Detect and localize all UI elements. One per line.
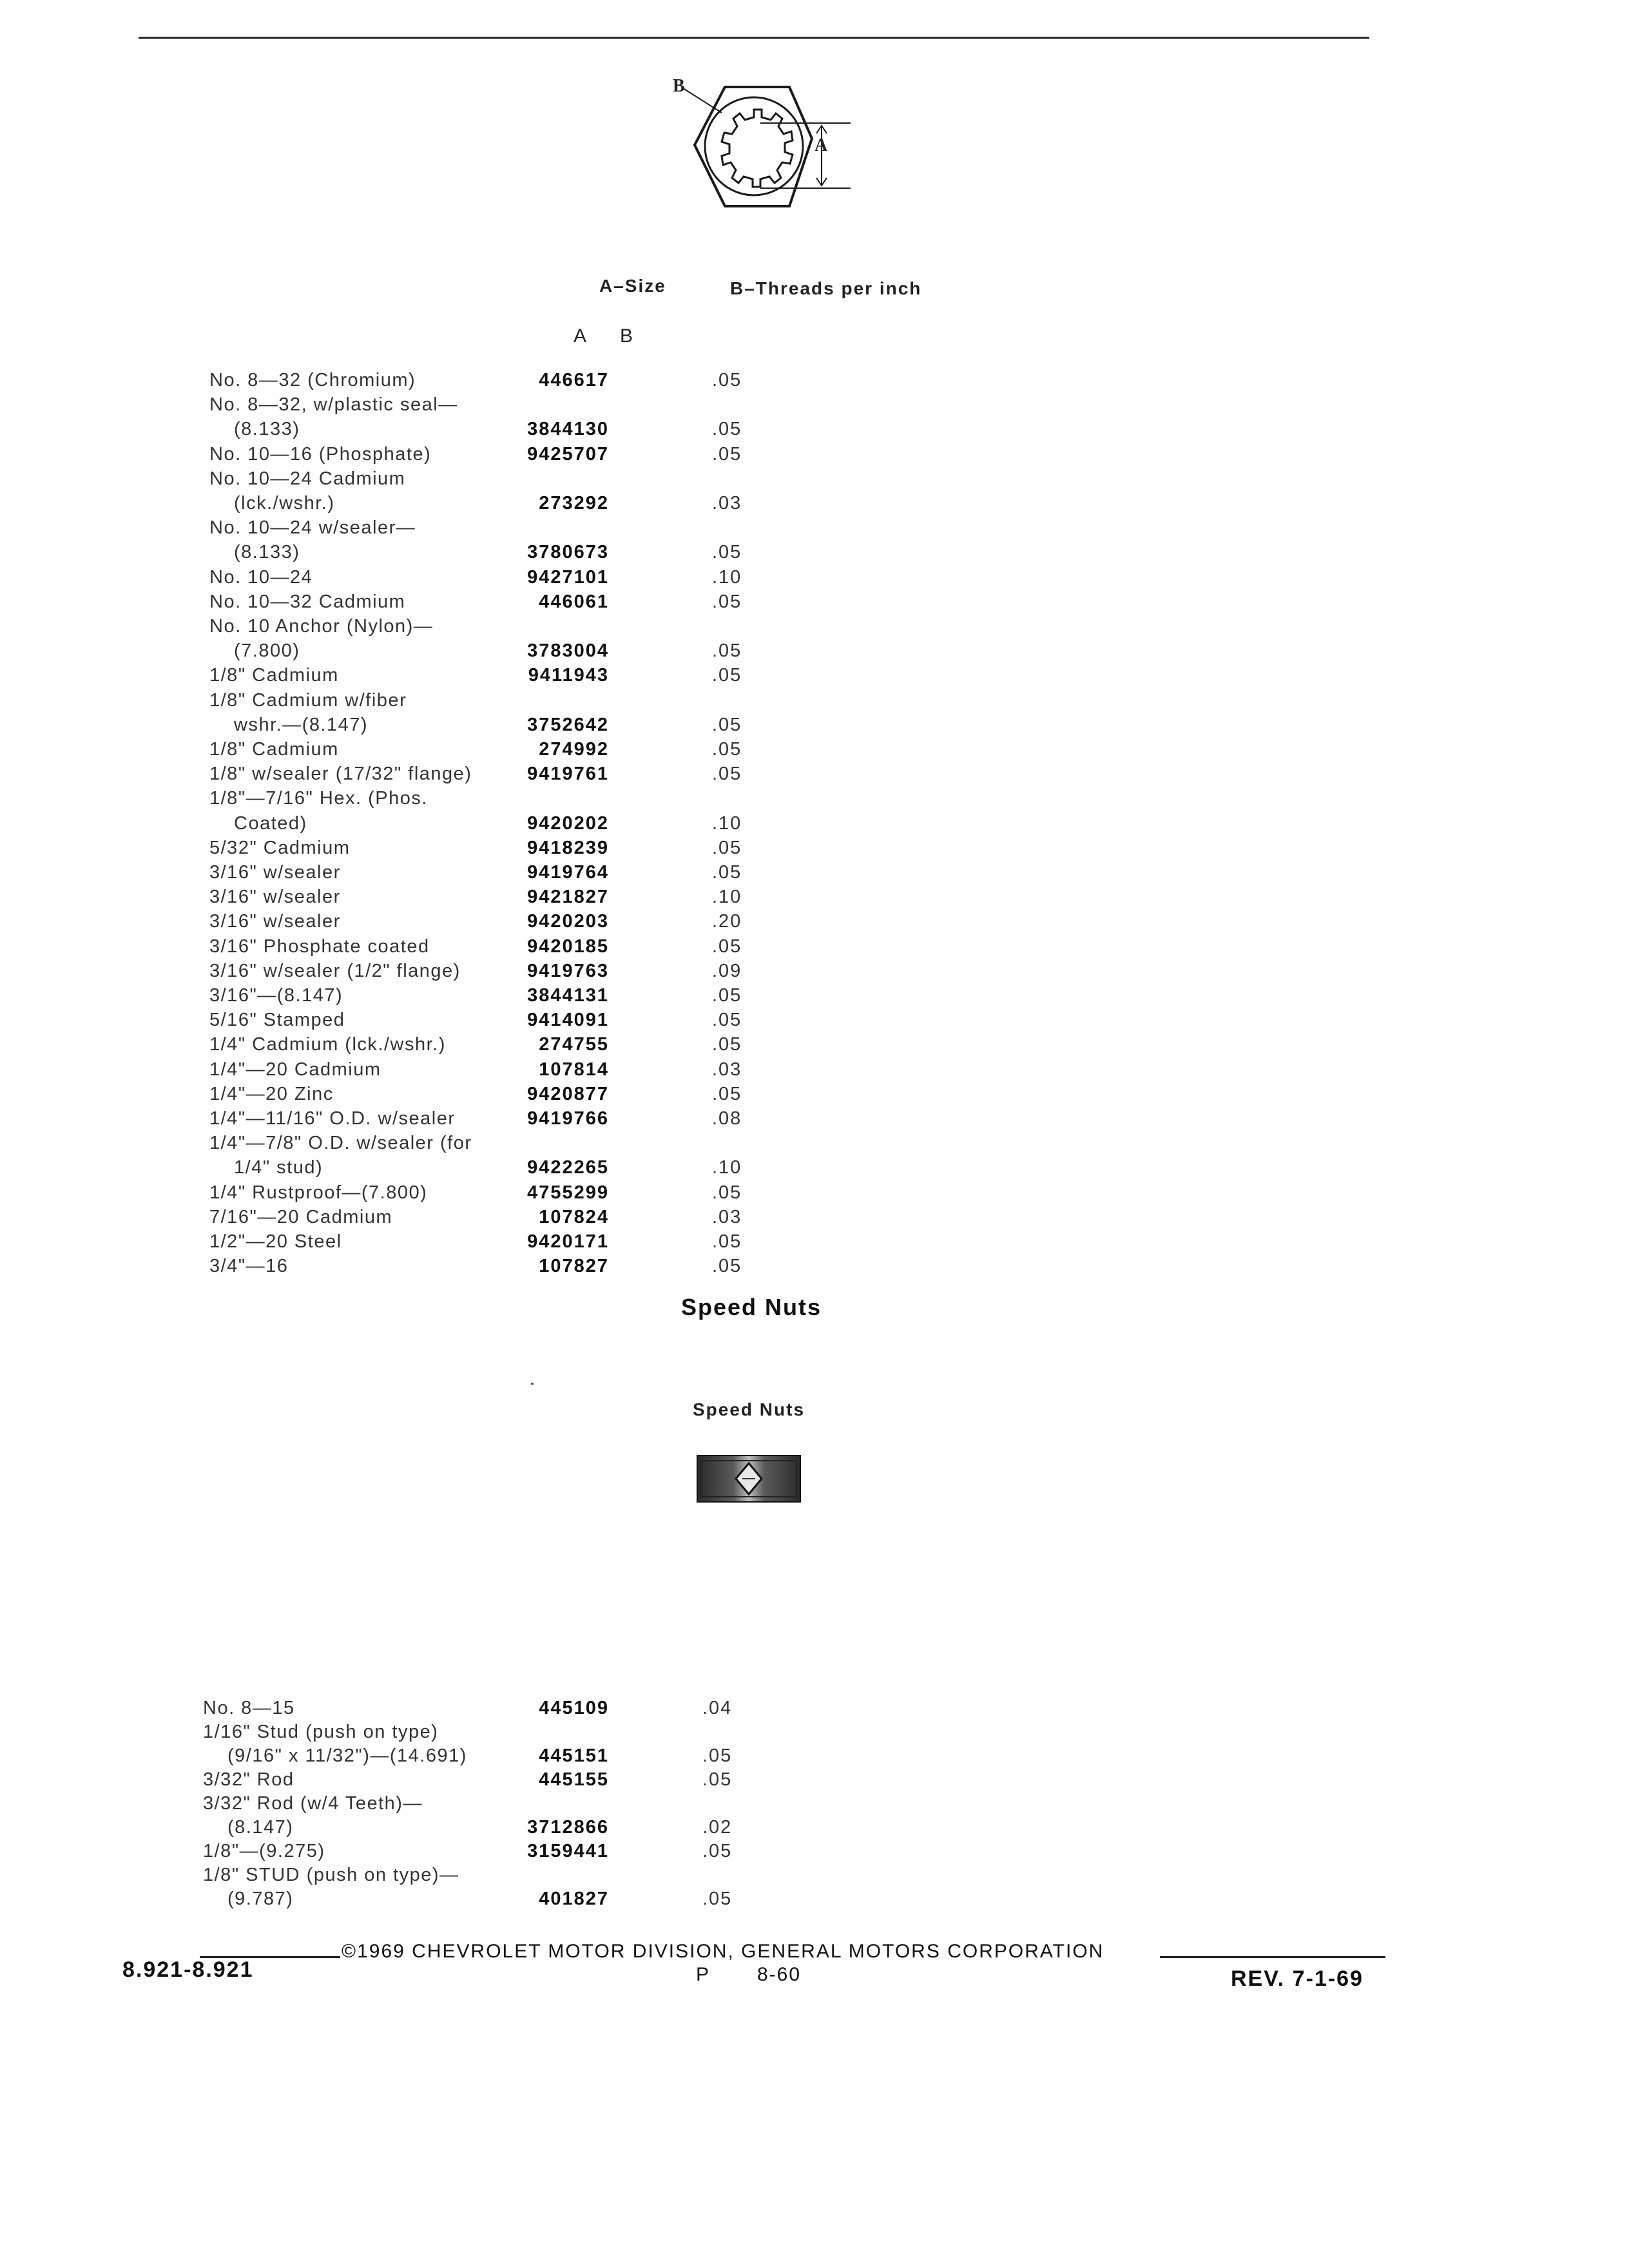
table-row <box>203 1887 783 1911</box>
thread-value: .05 <box>702 1888 733 1909</box>
table-row <box>209 959 789 983</box>
thread-value: .05 <box>712 1231 742 1252</box>
part-number: 446617 <box>539 370 609 390</box>
footer-page-prefix: P <box>696 1964 711 1985</box>
figure-label-b: B <box>673 76 686 96</box>
table-row <box>203 1815 783 1840</box>
table-row <box>209 1229 789 1254</box>
table-row <box>209 565 789 590</box>
table-row <box>209 983 789 1008</box>
table-row <box>209 590 789 614</box>
item-description: 1/2"—20 Steel <box>209 1231 342 1252</box>
table-row <box>209 515 789 540</box>
table-row <box>209 614 789 639</box>
part-number: 445151 <box>539 1745 609 1766</box>
thread-value: .03 <box>712 493 742 514</box>
column-head-b: B <box>620 325 635 347</box>
thread-value: .05 <box>712 1182 742 1203</box>
thread-value: .05 <box>712 542 742 563</box>
thread-value: .05 <box>712 640 742 662</box>
table-row <box>203 1791 783 1816</box>
thread-value: .20 <box>712 911 742 932</box>
part-number: 3783004 <box>527 640 609 662</box>
item-description: 1/8" STUD (push on type)— <box>203 1865 459 1885</box>
nuts-table <box>209 368 789 1283</box>
thread-value: .05 <box>712 1083 742 1104</box>
item-description: 1/8" w/sealer (17/32" flange) <box>209 764 472 785</box>
part-number: 445155 <box>539 1769 609 1790</box>
part-number: 9420203 <box>527 911 609 932</box>
part-number: 9427101 <box>527 566 609 588</box>
table-row <box>209 466 789 491</box>
item-description: Coated) <box>234 812 307 834</box>
part-number: 9419761 <box>527 764 609 785</box>
table-row <box>203 1767 783 1792</box>
part-number: 274992 <box>539 739 609 760</box>
part-number: 9420202 <box>527 812 609 834</box>
table-row <box>209 442 789 466</box>
part-number: 273292 <box>539 493 609 514</box>
item-description: 1/4"—11/16" O.D. w/sealer <box>209 1108 456 1129</box>
table-row <box>209 934 789 959</box>
thread-value: .05 <box>712 591 742 612</box>
thread-value: .10 <box>712 812 742 834</box>
table-row <box>209 1008 789 1032</box>
item-description: 1/16" Stud (push on type) <box>203 1722 439 1742</box>
part-number: 9419766 <box>527 1108 609 1129</box>
item-description: (7.800) <box>234 640 300 662</box>
thread-value: .05 <box>712 665 742 686</box>
thread-value: .05 <box>702 1841 733 1861</box>
footer-rule-right <box>1160 1956 1385 1958</box>
item-description: (9/16" x 11/32")—(14.691) <box>227 1745 467 1766</box>
item-description: No. 8—15 <box>203 1698 295 1718</box>
thread-value: .05 <box>712 739 742 760</box>
top-rule <box>139 37 1369 39</box>
item-description: (8.133) <box>234 542 300 563</box>
table-row <box>209 737 789 762</box>
thread-value: .03 <box>712 1206 742 1227</box>
table-row <box>209 1131 789 1155</box>
table-row <box>203 1720 783 1744</box>
item-description: 1/4"—20 Cadmium <box>209 1059 381 1080</box>
part-number: 4755299 <box>527 1182 609 1203</box>
part-number: 9411943 <box>528 665 609 686</box>
part-number: 3159441 <box>527 1841 609 1861</box>
thread-value: .05 <box>712 985 742 1006</box>
thread-value: .10 <box>712 1157 742 1178</box>
column-head-a: A <box>574 325 588 347</box>
item-description: 7/16"—20 Cadmium <box>209 1206 393 1227</box>
part-number: 9418239 <box>527 837 609 858</box>
part-number: 107824 <box>539 1206 609 1227</box>
footer-section-number: 8.921-8.921 <box>122 1957 254 1982</box>
item-description: No. 10—24 <box>209 566 313 588</box>
table-row <box>209 1205 789 1229</box>
item-description: 1/4"—20 Zinc <box>209 1083 334 1104</box>
table-row <box>209 368 789 392</box>
caption-a-size: A–Size <box>599 276 666 296</box>
table-row <box>209 540 789 564</box>
thread-value: .05 <box>712 714 742 735</box>
thread-value: .05 <box>712 419 742 440</box>
item-description: 1/4" stud) <box>234 1157 323 1178</box>
part-number: 107814 <box>539 1059 609 1080</box>
table-row <box>209 909 789 934</box>
speed-nuts-table <box>203 1696 783 1915</box>
thread-value: .05 <box>702 1745 733 1766</box>
table-row <box>209 1180 789 1205</box>
part-number: 446061 <box>539 591 609 612</box>
item-description: (8.133) <box>234 419 300 440</box>
table-row <box>209 713 789 737</box>
footer-page-number: 8-60 <box>757 1964 802 1985</box>
thread-value: .03 <box>712 1059 742 1080</box>
table-row <box>203 1696 783 1720</box>
item-description: 1/8" Cadmium <box>209 665 339 686</box>
thread-value: .04 <box>702 1698 733 1718</box>
footer-revision: REV. 7-1-69 <box>1231 1966 1364 1991</box>
thread-value: .08 <box>712 1108 742 1129</box>
thread-value: .05 <box>712 443 742 465</box>
item-description: No. 10—24 Cadmium <box>209 468 406 489</box>
part-number: 3752642 <box>527 714 609 735</box>
table-row <box>203 1863 783 1887</box>
stray-mark <box>531 1383 534 1385</box>
item-description: 1/8"—(9.275) <box>203 1841 325 1861</box>
part-number: 9421827 <box>527 887 609 908</box>
copyright-line: ©1969 CHEVROLET MOTOR DIVISION, GENERAL MOTORS CORPORATION <box>342 1941 1104 1962</box>
table-row <box>209 1254 789 1278</box>
item-description: No. 10—32 Cadmium <box>209 591 406 612</box>
item-description: 3/16" Phosphate coated <box>209 936 430 957</box>
item-description: 1/4"—7/8" O.D. w/sealer (for <box>209 1133 472 1154</box>
speed-nut-image <box>696 1453 802 1504</box>
thread-value: .09 <box>712 960 742 981</box>
part-number: 445109 <box>539 1698 609 1718</box>
item-description: No. 10—16 (Phosphate) <box>209 443 432 465</box>
thread-value: .02 <box>702 1817 733 1838</box>
item-description: (lck./wshr.) <box>234 493 335 514</box>
hex-nut-diagram <box>657 74 863 222</box>
item-description: 1/4" Rustproof—(7.800) <box>209 1182 428 1203</box>
item-description: 3/32" Rod <box>203 1769 294 1790</box>
part-number: 9420185 <box>527 936 609 957</box>
part-number: 401827 <box>539 1888 609 1909</box>
table-row <box>209 1082 789 1106</box>
item-description: 1/8" Cadmium <box>209 739 339 760</box>
item-description: (9.787) <box>227 1888 294 1909</box>
table-row <box>209 663 789 687</box>
thread-value: .05 <box>712 1034 742 1055</box>
table-row <box>209 1032 789 1057</box>
table-row <box>203 1744 783 1768</box>
item-description: 3/16" w/sealer (1/2" flange) <box>209 960 461 981</box>
item-description: wshr.—(8.147) <box>234 714 369 735</box>
part-number: 274755 <box>539 1034 609 1055</box>
thread-value: .05 <box>712 837 742 858</box>
item-description: No. 10—24 w/sealer— <box>209 517 416 539</box>
part-number: 3712866 <box>527 1817 609 1838</box>
table-row <box>209 417 789 441</box>
table-row <box>209 885 789 909</box>
thread-value: .05 <box>712 862 742 883</box>
thread-value: .05 <box>712 1010 742 1031</box>
item-description: No. 8—32, w/plastic seal— <box>209 394 458 416</box>
part-number: 3780673 <box>527 542 609 563</box>
thread-value: .10 <box>712 887 742 908</box>
thread-value: .10 <box>712 566 742 588</box>
item-description: 1/8"—7/16" Hex. (Phos. <box>209 788 428 809</box>
table-row <box>209 688 789 713</box>
part-number: 3844130 <box>527 419 609 440</box>
thread-value: .05 <box>712 1256 742 1277</box>
item-description: 3/16" w/sealer <box>209 862 341 883</box>
item-description: 3/16" w/sealer <box>209 911 341 932</box>
table-row <box>209 1057 789 1082</box>
part-number: 9422265 <box>527 1157 609 1178</box>
item-description: 3/4"—16 <box>209 1256 289 1277</box>
table-row <box>209 392 789 417</box>
table-row <box>209 811 789 836</box>
part-number: 107827 <box>539 1256 609 1277</box>
table-row <box>209 1106 789 1131</box>
table-row <box>209 860 789 885</box>
part-number: 3844131 <box>527 985 609 1006</box>
item-description: 3/16" w/sealer <box>209 887 341 908</box>
item-description: 5/32" Cadmium <box>209 837 351 858</box>
item-description: 1/4" Cadmium (lck./wshr.) <box>209 1034 446 1055</box>
part-number: 9420877 <box>527 1083 609 1104</box>
speed-nuts-caption: Speed Nuts <box>693 1399 805 1419</box>
thread-value: .05 <box>702 1769 733 1790</box>
thread-value: .05 <box>712 370 742 390</box>
caption-b-threads: B–Threads per inch <box>730 278 922 298</box>
item-description: 3/16"—(8.147) <box>209 985 343 1006</box>
table-row <box>203 1839 783 1863</box>
table-row <box>209 491 789 515</box>
table-row <box>209 836 789 860</box>
part-number: 9419764 <box>527 862 609 883</box>
item-description: 1/8" Cadmium w/fiber <box>209 689 407 711</box>
part-number: 9419763 <box>527 960 609 981</box>
table-row <box>209 762 789 786</box>
thread-value: .05 <box>712 936 742 957</box>
speed-nuts-title: Speed Nuts <box>681 1294 822 1320</box>
item-description: No. 10 Anchor (Nylon)— <box>209 616 434 637</box>
part-number: 9420171 <box>527 1231 609 1252</box>
part-number: 9425707 <box>527 443 609 465</box>
figure-label-a: A <box>815 135 829 155</box>
table-row <box>209 786 789 811</box>
table-row <box>209 639 789 663</box>
item-description: 5/16" Stamped <box>209 1010 345 1031</box>
table-row <box>209 1155 789 1180</box>
item-description: No. 8—32 (Chromium) <box>209 370 416 390</box>
part-number: 9414091 <box>527 1010 609 1031</box>
item-description: 3/32" Rod (w/4 Teeth)— <box>203 1793 423 1814</box>
thread-value: .05 <box>712 764 742 785</box>
item-description: (8.147) <box>227 1817 294 1838</box>
